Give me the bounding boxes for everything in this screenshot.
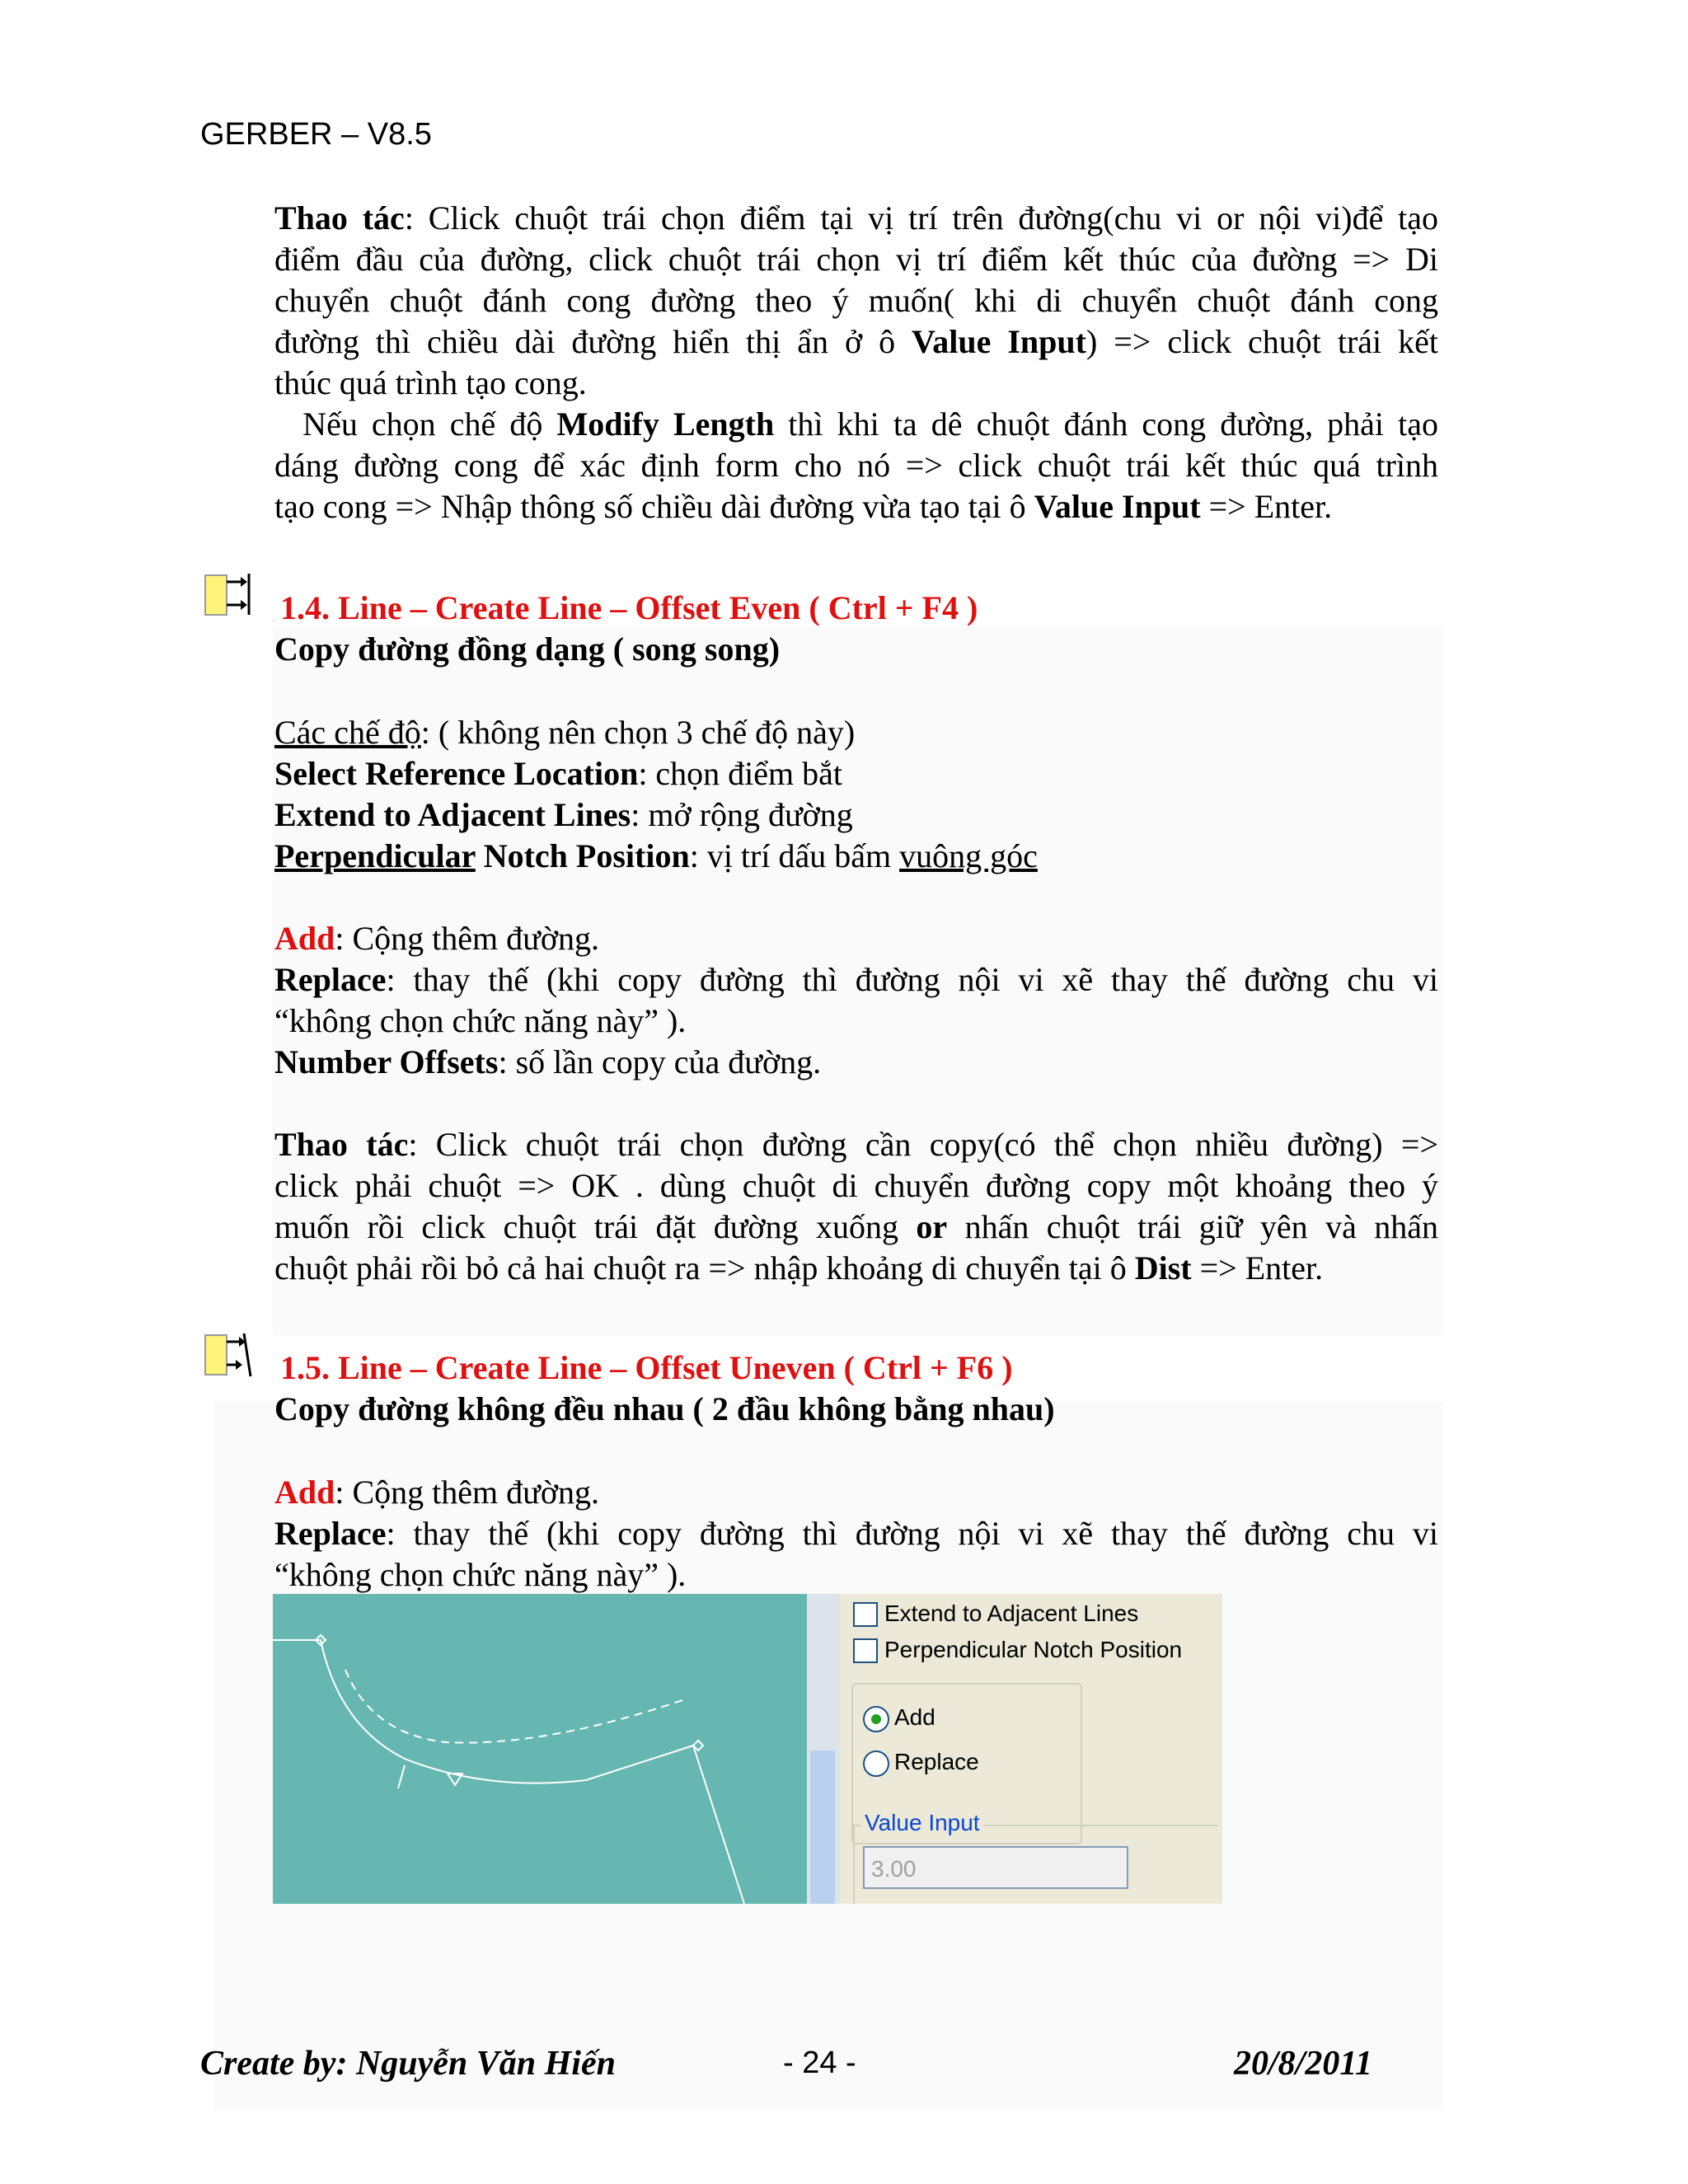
text-underlined: vuông góc [899, 837, 1038, 874]
footer-date: 20/8/2011 [1234, 2045, 1373, 2083]
text-line: : thay thế (khi copy đường thì đường nội vi xẽ thay thế đường chu vi [386, 1515, 1438, 1552]
text-line: : thay thế (khi copy đường thì đường nội vi xẽ thay thế đường chu vi [386, 961, 1438, 998]
add-radio-label: Add [894, 1704, 935, 1730]
text-line: Nếu chọn chế độ [274, 405, 557, 443]
offset-uneven-tool-icon [203, 1332, 252, 1381]
section-1-5-title: 1.5. Line – Create Line – Offset Uneven ( Ctrl + F6 ) [280, 1349, 1013, 1386]
text-line: “không chọn chức năng này” ). [274, 1556, 687, 1593]
term-or: or [916, 1208, 948, 1245]
add-radio[interactable] [863, 1706, 889, 1732]
text-line: : mở rộng đường [631, 796, 853, 833]
text-line: : Cộng thêm đường. [335, 920, 599, 957]
text-line: chuyển chuột đánh cong đường theo ý muốn( khi di chuyển chuột đánh cong [274, 282, 1438, 319]
text-line: : số lần copy của đường. [498, 1043, 822, 1080]
term-dist: Dist [1134, 1249, 1192, 1286]
term-value-input: Value Input [1034, 488, 1201, 525]
gerber-screenshot [273, 1594, 1222, 1904]
term-add: Add [274, 920, 335, 957]
term-value-input: Value Input [912, 323, 1086, 360]
text-line: nhấn chuột trái giữ yên và nhấn [947, 1208, 1438, 1245]
mode-extend-adjacent: Extend to Adjacent Lines [274, 796, 631, 833]
term-number-offsets: Number Offsets [274, 1043, 499, 1080]
text-line: : Click chuột trái chọn điểm tại vị trí trên đường(chu vi or nội vi)để tạo [404, 199, 1438, 237]
offset-options-panel [840, 1594, 1222, 1904]
text-line: tạo cong => Nhập thông số chiều dài đường vừa tạo tại ô [274, 488, 1034, 525]
mode-select-reference: Select Reference Location [274, 755, 639, 792]
modes-list [274, 712, 1438, 877]
perpendicular-notch-label: Perpendicular Notch Position [884, 1637, 1183, 1662]
value-input-label: Value Input [861, 1810, 983, 1836]
paragraph-operation-intro [274, 198, 1438, 527]
text-line: điểm đầu của đường, click chuột trái chọn vị trí điểm kết thúc của đường => Di [274, 241, 1438, 278]
replace-radio[interactable] [863, 1750, 889, 1777]
text-line: : ( không nên chọn 3 chế độ này) [420, 714, 856, 751]
term-modify-length: Modify Length [556, 405, 775, 443]
term-replace: Replace [274, 961, 387, 998]
label-thao-tac: Thao tác [274, 1126, 409, 1163]
text-line: đường thì chiều dài đường hiển thị ẩn ở ô [274, 323, 912, 360]
page-header: GERBER – V8.5 [200, 117, 432, 152]
section-1-4-subtitle: Copy đường đồng dạng ( song song) [274, 630, 781, 668]
extend-adjacent-label: Extend to Adjacent Lines [884, 1601, 1139, 1626]
section-1-5-subtitle: Copy đường không đều nhau ( 2 đầu không bằng nhau) [274, 1390, 1055, 1427]
term-replace: Replace [274, 1515, 387, 1552]
text-line: click phải chuột => OK . dùng chuột di chuyển đường copy một khoảng theo ý [274, 1167, 1438, 1204]
replace-radio-label: Replace [894, 1749, 979, 1774]
mode-perpendicular: Perpendicular [274, 837, 476, 874]
pattern-drawing [273, 1594, 807, 1904]
pattern-canvas [273, 1594, 807, 1904]
text-line: muốn rồi click chuột trái đặt đường xuống [274, 1208, 917, 1245]
text-line: : Cộng thêm đường. [335, 1474, 599, 1511]
label-thao-tac: Thao tác [274, 199, 405, 237]
section-1-4-title: 1.4. Line – Create Line – Offset Even ( Ctrl + F4 ) [280, 589, 978, 626]
extend-adjacent-checkbox[interactable] [853, 1602, 878, 1627]
term-add: Add [274, 1474, 335, 1511]
scrollbar[interactable] [810, 1750, 835, 1904]
perpendicular-notch-checkbox[interactable] [853, 1638, 878, 1663]
value-input-field[interactable]: 3.00 [863, 1846, 1128, 1889]
text-line: dáng đường cong để xác định form cho nó => click chuột trái kết thúc quá trình [274, 447, 1438, 484]
text-line: : vị trí dấu bấm [689, 837, 900, 874]
text-line: ) => click chuột trái kết [1085, 323, 1438, 360]
add-replace-options [274, 918, 1438, 1083]
text-line: “không chọn chức năng này” ). [274, 1002, 687, 1039]
text-line: : Click chuột trái chọn đường cần copy(có thể chọn nhiều đường) => [408, 1126, 1439, 1163]
text-line: thúc quá trình tạo cong. [274, 364, 587, 401]
text-line: => Enter. [1200, 488, 1333, 525]
mode-notch-position: Notch Position [475, 837, 690, 874]
text-line: chuột phải rồi bỏ cả hai chuột ra => nhập khoảng di chuyển tại ô [274, 1249, 1135, 1286]
text-line: thì khi ta dê chuột đánh cong đường, phải tạo [774, 405, 1439, 443]
text-line: : chọn điểm bắt [638, 755, 843, 792]
footer-author: Create by: Nguyễn Văn Hiến [200, 2045, 616, 2083]
paragraph-operation-offset [274, 1124, 1438, 1289]
offset-even-tool-icon [203, 572, 252, 621]
add-replace-options-2 [274, 1472, 1438, 1596]
modes-heading: Các chế độ [274, 714, 421, 751]
page-number: - 24 - [783, 2046, 856, 2080]
text-line: => Enter. [1191, 1249, 1324, 1286]
